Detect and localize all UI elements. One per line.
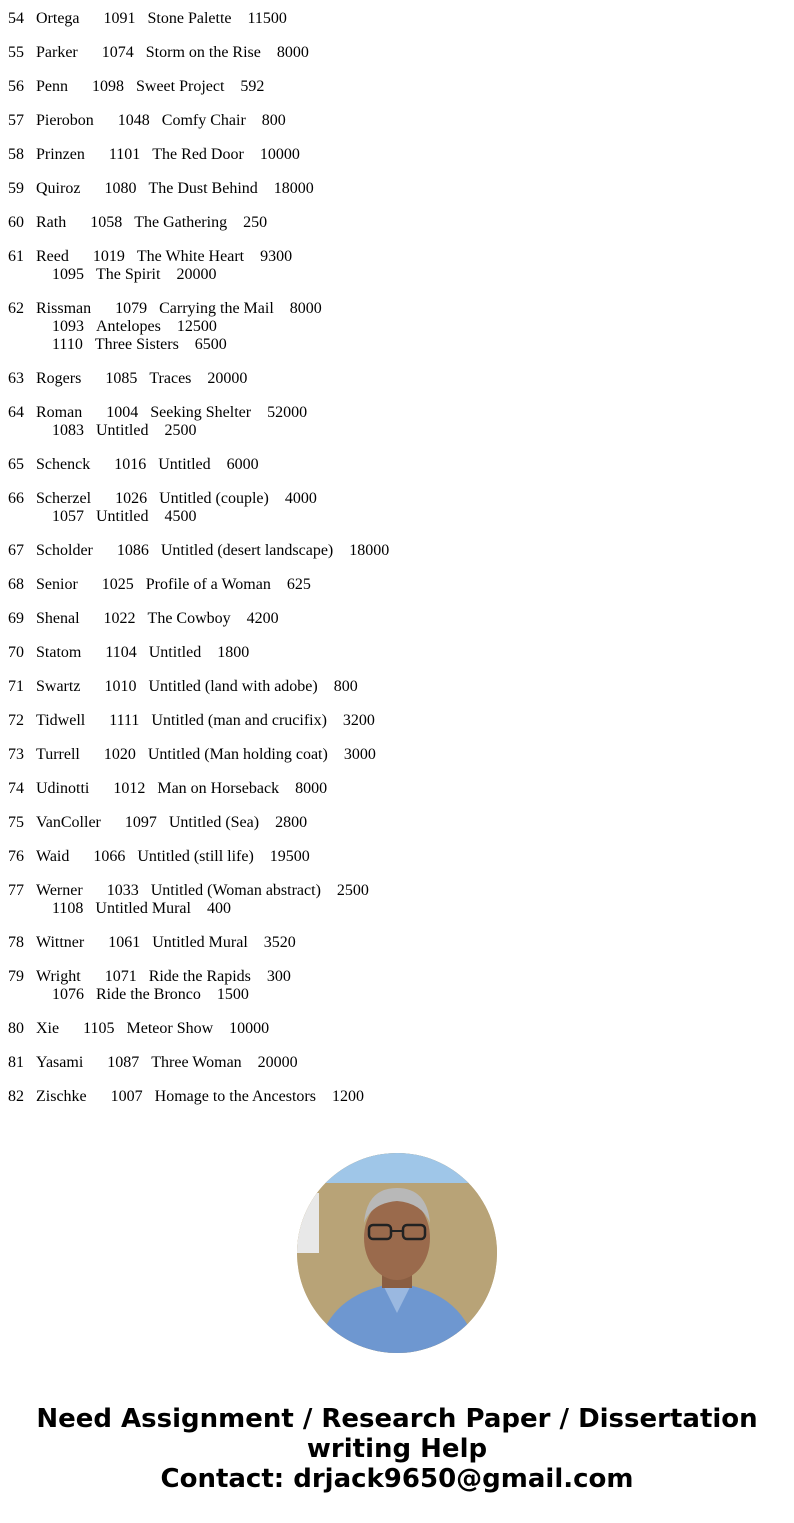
artwork-id: 1097 bbox=[124, 814, 157, 831]
entry-number: 80 bbox=[8, 1020, 24, 1037]
artwork-price: 20000 bbox=[207, 370, 248, 387]
artist-name: Tidwell bbox=[36, 712, 86, 729]
artwork-title: The White Heart bbox=[136, 248, 245, 265]
artwork-price: 11500 bbox=[247, 10, 287, 27]
artwork-id: 1091 bbox=[103, 10, 136, 27]
artwork-id: 1058 bbox=[90, 214, 123, 231]
entry-number: 58 bbox=[8, 146, 24, 163]
artwork-price: 1800 bbox=[217, 644, 250, 661]
entry-number: 71 bbox=[8, 678, 24, 695]
artwork-title: Man on Horseback bbox=[157, 780, 280, 797]
artist-entry bbox=[8, 10, 389, 28]
artwork-title: Three Sisters bbox=[94, 336, 179, 353]
artist-name: VanColler bbox=[36, 814, 101, 831]
entry-number: 69 bbox=[8, 610, 24, 627]
artist-entry bbox=[8, 644, 389, 662]
artwork-title: Untitled bbox=[148, 644, 202, 661]
artwork-id: 1079 bbox=[115, 300, 148, 317]
artwork-id: 1012 bbox=[113, 780, 146, 797]
artist-name: Scherzel bbox=[36, 490, 92, 507]
artwork-title: Seeking Shelter bbox=[150, 404, 252, 421]
entry-number: 70 bbox=[8, 644, 24, 661]
artwork-title: Ride the Bronco bbox=[96, 986, 201, 1003]
artist-name: Pierobon bbox=[36, 112, 94, 129]
entry-number: 79 bbox=[8, 968, 24, 985]
artwork-price: 4000 bbox=[284, 490, 317, 507]
artwork-line bbox=[8, 404, 389, 422]
entry-number: 82 bbox=[8, 1088, 24, 1105]
artist-entry bbox=[8, 78, 389, 96]
artwork-line bbox=[8, 508, 389, 526]
artwork-price: 18000 bbox=[273, 180, 314, 197]
entry-number: 68 bbox=[8, 576, 24, 593]
artwork-line bbox=[8, 214, 389, 232]
artwork-line bbox=[8, 78, 389, 96]
artist-name: Rogers bbox=[36, 370, 82, 387]
entry-number: 76 bbox=[8, 848, 24, 865]
artwork-title: Untitled Mural bbox=[95, 900, 191, 917]
artwork-line bbox=[8, 318, 389, 336]
artwork-line bbox=[8, 300, 389, 318]
artwork-price: 1500 bbox=[216, 986, 249, 1003]
artwork-id: 1085 bbox=[105, 370, 138, 387]
artwork-id: 1071 bbox=[104, 968, 137, 985]
artwork-id: 1080 bbox=[104, 180, 137, 197]
artist-name: Udinotti bbox=[36, 780, 90, 797]
artwork-price: 8000 bbox=[276, 44, 309, 61]
artist-name: Reed bbox=[36, 248, 69, 265]
artwork-line bbox=[8, 422, 389, 440]
artist-list bbox=[8, 10, 389, 1122]
artwork-price: 9300 bbox=[260, 248, 293, 265]
artwork-line bbox=[8, 780, 389, 798]
artwork-price: 1200 bbox=[331, 1088, 364, 1105]
artist-entry bbox=[8, 180, 389, 198]
artwork-line bbox=[8, 248, 389, 266]
artwork-price: 800 bbox=[261, 112, 286, 129]
artwork-id: 1105 bbox=[83, 1020, 115, 1037]
artwork-line bbox=[8, 1088, 389, 1106]
artwork-id: 1020 bbox=[103, 746, 136, 763]
artist-entry bbox=[8, 146, 389, 164]
artwork-title: Comfy Chair bbox=[161, 112, 246, 129]
artwork-price: 2800 bbox=[275, 814, 308, 831]
artist-entry bbox=[8, 814, 389, 832]
artwork-price: 20000 bbox=[257, 1054, 298, 1071]
artist-name: Scholder bbox=[36, 542, 93, 559]
artwork-id: 1101 bbox=[108, 146, 141, 163]
artwork-title: Carrying the Mail bbox=[159, 300, 274, 317]
artwork-title: The Dust Behind bbox=[148, 180, 258, 197]
artwork-line bbox=[8, 678, 389, 696]
artwork-price: 3520 bbox=[263, 934, 296, 951]
artist-entry bbox=[8, 746, 389, 764]
artwork-title: Untitled (Man holding coat) bbox=[147, 746, 328, 763]
artwork-title: Untitled bbox=[96, 422, 149, 439]
artwork-line bbox=[8, 882, 389, 900]
artwork-price: 18000 bbox=[349, 542, 390, 559]
artwork-id: 1087 bbox=[107, 1054, 140, 1071]
artwork-price: 592 bbox=[240, 78, 265, 95]
artwork-id: 1007 bbox=[110, 1088, 143, 1105]
artwork-title: Stone Palette bbox=[147, 10, 232, 27]
artist-entry bbox=[8, 576, 389, 594]
entry-number: 77 bbox=[8, 882, 24, 899]
artwork-id: 1016 bbox=[114, 456, 147, 473]
avatar bbox=[297, 1153, 497, 1353]
artwork-line bbox=[8, 576, 389, 594]
artwork-line bbox=[8, 968, 389, 986]
artwork-line bbox=[8, 1020, 389, 1038]
artist-entry bbox=[8, 968, 389, 1004]
artwork-id: 1076 bbox=[52, 986, 84, 1003]
artwork-id: 1033 bbox=[106, 882, 139, 899]
artwork-title: Homage to the Ancestors bbox=[154, 1088, 316, 1105]
artwork-title: Untitled (Sea) bbox=[168, 814, 260, 831]
entry-number: 75 bbox=[8, 814, 24, 831]
artwork-price: 52000 bbox=[267, 404, 308, 421]
artwork-id: 1095 bbox=[52, 266, 84, 283]
artwork-line bbox=[8, 180, 389, 198]
artist-name: Ortega bbox=[36, 10, 80, 27]
entry-number: 55 bbox=[8, 44, 24, 61]
artwork-title: Storm on the Rise bbox=[145, 44, 261, 61]
entry-number: 56 bbox=[8, 78, 24, 95]
artwork-title: Sweet Project bbox=[136, 78, 225, 95]
artwork-title: The Spirit bbox=[96, 266, 161, 283]
entry-number: 59 bbox=[8, 180, 24, 197]
artist-entry bbox=[8, 1054, 389, 1072]
artwork-id: 1083 bbox=[52, 422, 84, 439]
artwork-line bbox=[8, 146, 389, 164]
artist-entry bbox=[8, 370, 389, 388]
artwork-price: 625 bbox=[286, 576, 311, 593]
artwork-title: Untitled (land with adobe) bbox=[148, 678, 318, 695]
artist-entry bbox=[8, 44, 389, 62]
artist-name: Quiroz bbox=[36, 180, 81, 197]
artwork-price: 3200 bbox=[342, 712, 375, 729]
artwork-price: 4200 bbox=[246, 610, 279, 627]
artwork-title: Untitled (desert landscape) bbox=[160, 542, 334, 559]
artist-entry bbox=[8, 934, 389, 952]
artist-name: Senior bbox=[36, 576, 78, 593]
artwork-price: 3000 bbox=[343, 746, 376, 763]
artwork-id: 1108 bbox=[52, 900, 84, 917]
artwork-id: 1098 bbox=[92, 78, 124, 95]
artwork-line bbox=[8, 370, 389, 388]
artist-name: Xie bbox=[36, 1020, 60, 1037]
artist-name: Roman bbox=[36, 404, 83, 421]
artwork-title: Meteor Show bbox=[126, 1020, 214, 1037]
artwork-id: 1010 bbox=[104, 678, 137, 695]
entry-number: 63 bbox=[8, 370, 24, 387]
person-photo bbox=[297, 1153, 497, 1353]
artwork-price: 19500 bbox=[269, 848, 310, 865]
artwork-price: 8000 bbox=[289, 300, 322, 317]
entry-number: 61 bbox=[8, 248, 24, 265]
artwork-price: 300 bbox=[266, 968, 291, 985]
footer-line-2: writing Help bbox=[306, 1434, 488, 1464]
artwork-price: 4500 bbox=[164, 508, 197, 525]
artist-entry bbox=[8, 112, 389, 130]
artwork-line bbox=[8, 814, 389, 832]
artist-name: Prinzen bbox=[36, 146, 85, 163]
entry-number: 72 bbox=[8, 712, 24, 729]
artist-name: Werner bbox=[36, 882, 83, 899]
entry-number: 74 bbox=[8, 780, 24, 797]
artwork-id: 1022 bbox=[103, 610, 136, 627]
artwork-title: Ride the Rapids bbox=[148, 968, 251, 985]
artwork-id: 1004 bbox=[106, 404, 139, 421]
artwork-line bbox=[8, 44, 389, 62]
contact-footer bbox=[0, 1404, 794, 1494]
artist-entry bbox=[8, 882, 389, 918]
artist-entry bbox=[8, 300, 389, 354]
artist-entry bbox=[8, 1020, 389, 1038]
artist-entry bbox=[8, 214, 389, 232]
artwork-id: 1057 bbox=[52, 508, 84, 525]
artwork-line bbox=[8, 336, 389, 354]
artist-entry bbox=[8, 542, 389, 560]
artwork-title: Untitled (couple) bbox=[159, 490, 269, 507]
entry-number: 73 bbox=[8, 746, 24, 763]
artwork-id: 1026 bbox=[115, 490, 148, 507]
artwork-line bbox=[8, 712, 389, 730]
artwork-price: 6000 bbox=[226, 456, 259, 473]
artwork-id: 1104 bbox=[105, 644, 137, 661]
artwork-price: 250 bbox=[243, 214, 268, 231]
artwork-price: 12500 bbox=[176, 318, 217, 335]
artwork-line bbox=[8, 266, 389, 284]
artist-name: Rissman bbox=[36, 300, 92, 317]
artist-entry bbox=[8, 456, 389, 474]
artist-name: Statom bbox=[36, 644, 82, 661]
artwork-title: Untitled bbox=[158, 456, 211, 473]
artist-name: Wright bbox=[36, 968, 81, 985]
artwork-id: 1019 bbox=[92, 248, 125, 265]
artwork-id: 1066 bbox=[93, 848, 126, 865]
footer-line-3: Contact: drjack9650@gmail.com bbox=[160, 1464, 634, 1494]
artwork-title: Antelopes bbox=[96, 318, 161, 335]
artist-entry bbox=[8, 404, 389, 440]
artwork-line bbox=[8, 986, 389, 1004]
artwork-line bbox=[8, 746, 389, 764]
artwork-price: 6500 bbox=[194, 336, 227, 353]
artwork-line bbox=[8, 934, 389, 952]
entry-number: 66 bbox=[8, 490, 24, 507]
artwork-price: 20000 bbox=[176, 266, 217, 283]
artist-name: Wittner bbox=[36, 934, 85, 951]
artwork-title: The Cowboy bbox=[147, 610, 231, 627]
artwork-title: Traces bbox=[149, 370, 192, 387]
footer-line-1: Need Assignment / Research Paper / Dissertation bbox=[36, 1404, 758, 1434]
artwork-line bbox=[8, 848, 389, 866]
artwork-price: 10000 bbox=[229, 1020, 270, 1037]
artwork-line bbox=[8, 1054, 389, 1072]
artist-entry bbox=[8, 712, 389, 730]
artist-name: Schenck bbox=[36, 456, 91, 473]
artwork-title: Three Woman bbox=[151, 1054, 242, 1071]
artwork-line bbox=[8, 542, 389, 560]
artwork-price: 8000 bbox=[295, 780, 328, 797]
artwork-line bbox=[8, 490, 389, 508]
artist-entry bbox=[8, 248, 389, 284]
artwork-title: The Gathering bbox=[134, 214, 228, 231]
artwork-price: 2500 bbox=[336, 882, 369, 899]
artwork-line bbox=[8, 10, 389, 28]
artist-name: Zischke bbox=[36, 1088, 87, 1105]
entry-number: 60 bbox=[8, 214, 24, 231]
artwork-title: Untitled (still life) bbox=[137, 848, 254, 865]
artist-name: Turrell bbox=[36, 746, 80, 763]
artwork-price: 800 bbox=[333, 678, 358, 695]
artist-name: Penn bbox=[36, 78, 68, 95]
artist-name: Swartz bbox=[36, 678, 81, 695]
artist-entry bbox=[8, 1088, 389, 1106]
artwork-line bbox=[8, 900, 389, 918]
artwork-id: 1111 bbox=[109, 712, 140, 729]
artwork-price: 10000 bbox=[259, 146, 300, 163]
artwork-title: Untitled (man and crucifix) bbox=[151, 712, 327, 729]
entry-number: 64 bbox=[8, 404, 24, 421]
artwork-line bbox=[8, 610, 389, 628]
artwork-title: The Red Door bbox=[152, 146, 244, 163]
artwork-id: 1048 bbox=[117, 112, 150, 129]
artwork-title: Untitled Mural bbox=[152, 934, 248, 951]
artwork-id: 1025 bbox=[101, 576, 134, 593]
artist-name: Shenal bbox=[36, 610, 80, 627]
artist-entry bbox=[8, 780, 389, 798]
entry-number: 78 bbox=[8, 934, 24, 951]
artwork-id: 1086 bbox=[116, 542, 149, 559]
artwork-id: 1093 bbox=[52, 318, 84, 335]
artist-name: Yasami bbox=[36, 1054, 84, 1071]
artist-entry bbox=[8, 848, 389, 866]
entry-number: 67 bbox=[8, 542, 24, 559]
artwork-line bbox=[8, 456, 389, 474]
artwork-title: Untitled bbox=[96, 508, 149, 525]
entry-number: 62 bbox=[8, 300, 24, 317]
artist-entry bbox=[8, 610, 389, 628]
artist-entry bbox=[8, 490, 389, 526]
artwork-title: Untitled (Woman abstract) bbox=[150, 882, 321, 899]
entry-number: 65 bbox=[8, 456, 24, 473]
artwork-price: 400 bbox=[206, 900, 231, 917]
artist-name: Waid bbox=[36, 848, 70, 865]
artist-name: Parker bbox=[36, 44, 78, 61]
artist-name: Rath bbox=[36, 214, 67, 231]
entry-number: 81 bbox=[8, 1054, 24, 1071]
artwork-id: 1061 bbox=[108, 934, 141, 951]
artwork-line bbox=[8, 112, 389, 130]
artwork-price: 2500 bbox=[164, 422, 197, 439]
entry-number: 54 bbox=[8, 10, 24, 27]
entry-number: 57 bbox=[8, 112, 24, 129]
artist-entry bbox=[8, 678, 389, 696]
artwork-id: 1110 bbox=[52, 336, 83, 353]
artwork-id: 1074 bbox=[101, 44, 134, 61]
artwork-title: Profile of a Woman bbox=[145, 576, 271, 593]
artwork-line bbox=[8, 644, 389, 662]
